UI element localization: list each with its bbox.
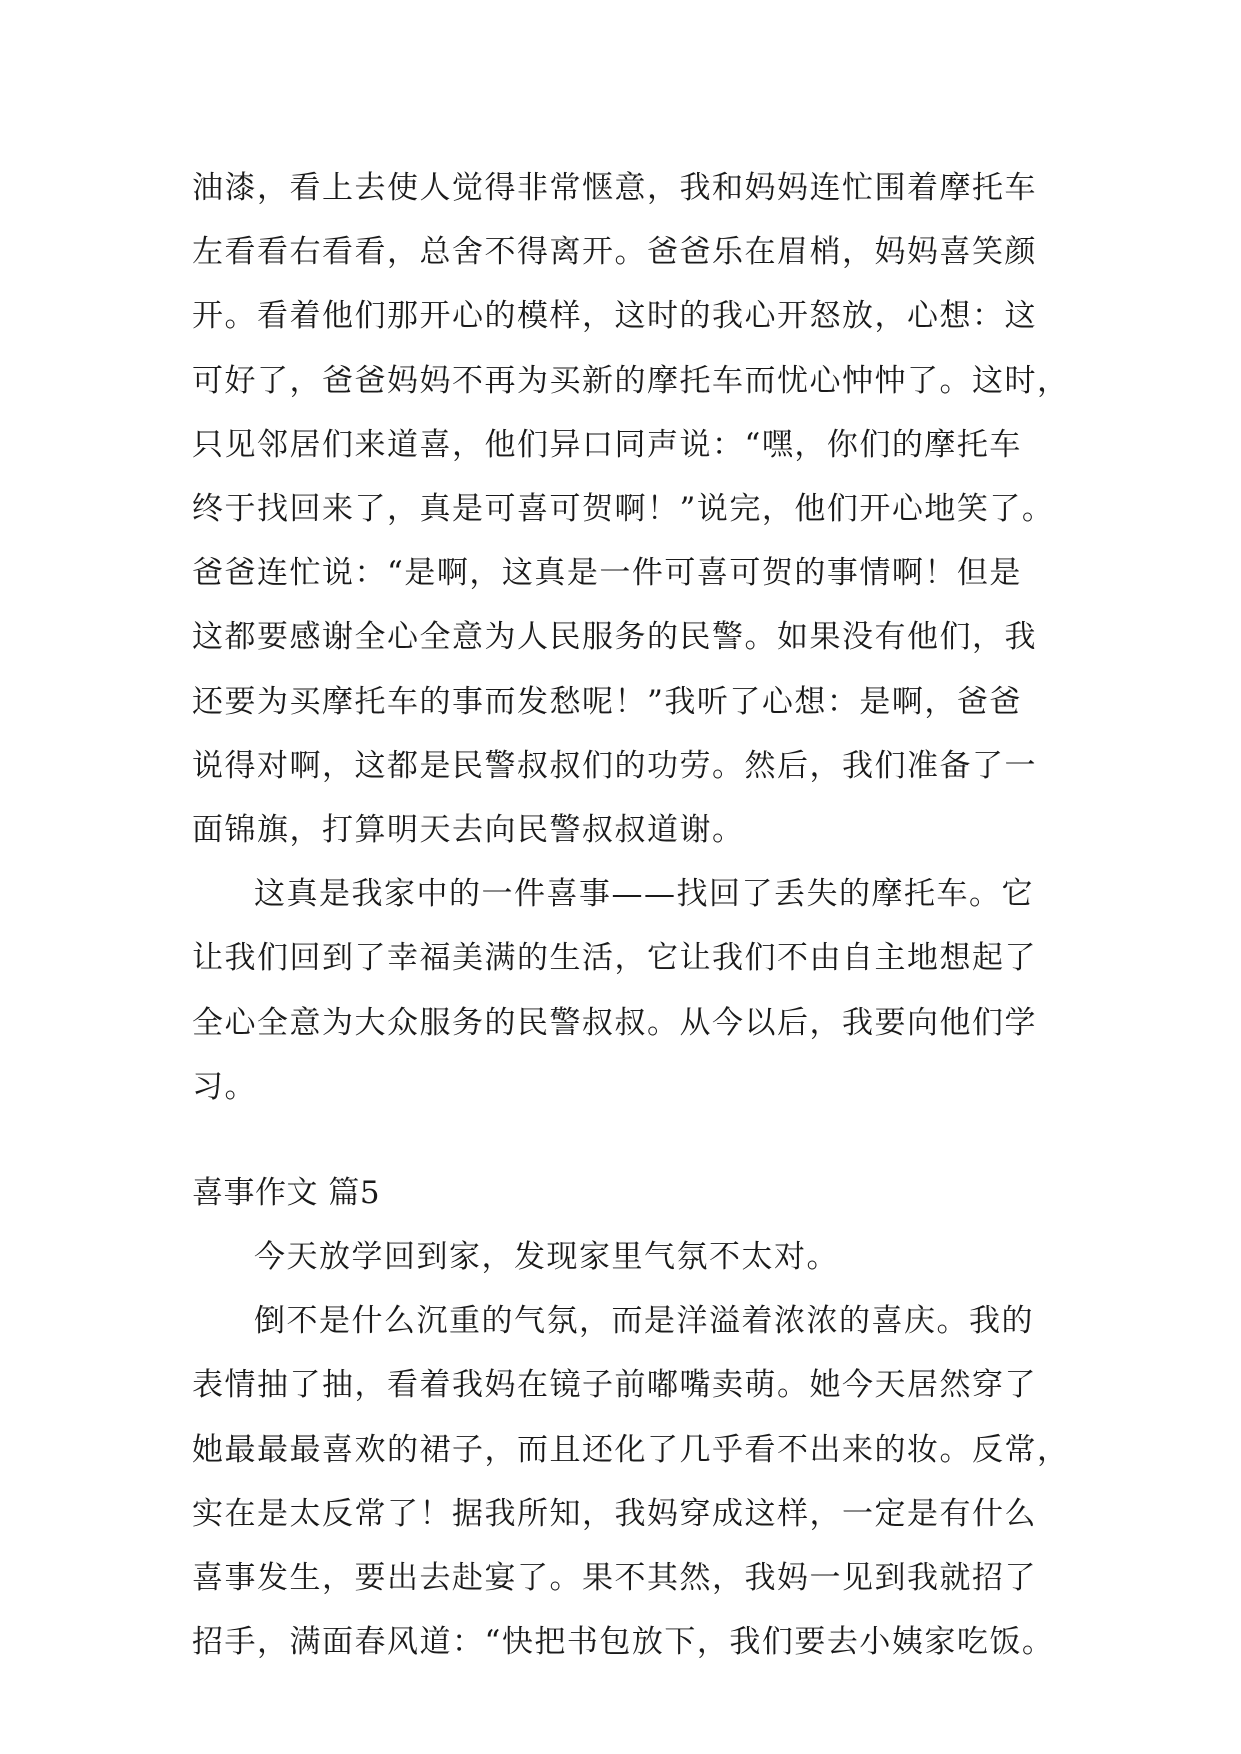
text-line: 说得对啊，这都是民警叔叔们的功劳。然后，我们准备了一 <box>192 748 1037 784</box>
text-line: 招手，满面春风道：“快把书包放下，我们要去小姨家吃饭。 <box>192 1624 1055 1660</box>
paragraph-first-line: 这真是我家中的一件喜事——找回了丢失的摩托车。它 <box>254 876 1034 912</box>
text-line: 她最最最喜欢的裙子，而且还化了几乎看不出来的妆。反常， <box>192 1432 1070 1468</box>
text-line: 左看看右看看，总舍不得离开。爸爸乐在眉梢，妈妈喜笑颜 <box>192 234 1037 270</box>
section-heading: 喜事作文 篇5 <box>192 1175 381 1211</box>
text-line: 油漆，看上去使人觉得非常惬意，我和妈妈连忙围着摩托车 <box>192 170 1037 206</box>
text-line: 表情抽了抽，看着我妈在镜子前嘟嘴卖萌。她今天居然穿了 <box>192 1367 1037 1403</box>
text-line: 只见邻居们来道喜，他们异口同声说：“嘿，你们的摩托车 <box>192 427 1022 463</box>
text-line: 让我们回到了幸福美满的生活，它让我们不由自主地想起了 <box>192 940 1037 976</box>
paragraph-first-line: 倒不是什么沉重的气氛，而是洋溢着浓浓的喜庆。我的 <box>254 1303 1034 1339</box>
text-line: 喜事发生，要出去赴宴了。果不其然，我妈一见到我就招了 <box>192 1560 1037 1596</box>
paragraph-first-line: 今天放学回到家，发现家里气氛不太对。 <box>254 1239 839 1275</box>
text-line: 全心全意为大众服务的民警叔叔。从今以后，我要向他们学 <box>192 1005 1037 1041</box>
text-line: 还要为买摩托车的事而发愁呢！”我听了心想：是啊，爸爸 <box>192 684 1022 720</box>
text-line: 习。 <box>192 1069 257 1105</box>
text-line: 开。看着他们那开心的模样，这时的我心开怒放，心想：这 <box>192 298 1037 334</box>
text-line: 终于找回来了，真是可喜可贺啊！”说完，他们开心地笑了。 <box>192 491 1055 527</box>
text-line: 可好了，爸爸妈妈不再为买新的摩托车而忧心忡忡了。这时， <box>192 363 1070 399</box>
text-line: 面锦旗，打算明天去向民警叔叔道谢。 <box>192 812 745 848</box>
text-line: 这都要感谢全心全意为人民服务的民警。如果没有他们，我 <box>192 619 1037 655</box>
text-line: 爸爸连忙说：“是啊，这真是一件可喜可贺的事情啊！但是 <box>192 555 1022 591</box>
text-line: 实在是太反常了！据我所知，我妈穿成这样，一定是有什么 <box>192 1496 1037 1532</box>
